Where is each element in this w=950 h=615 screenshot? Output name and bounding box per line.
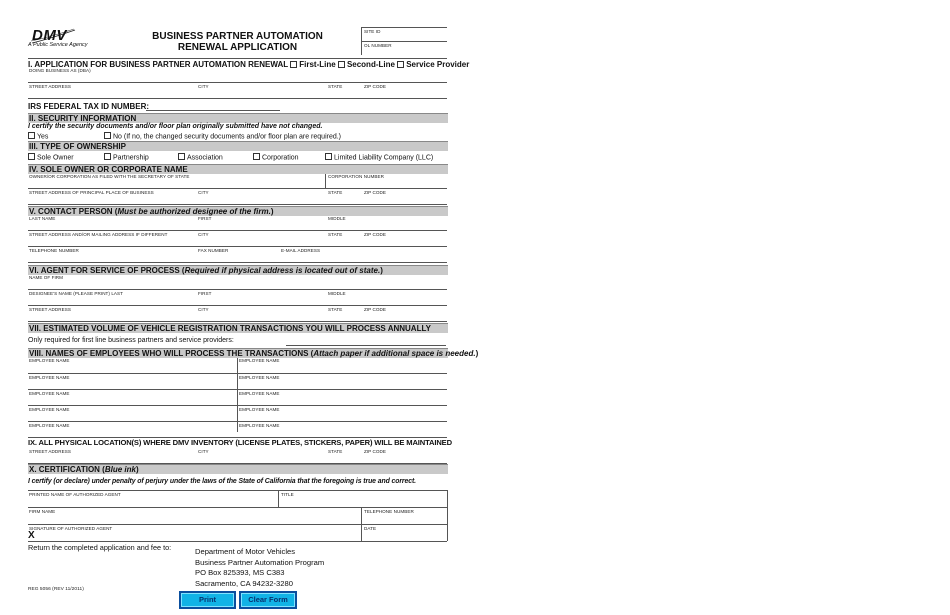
contact-middle-label: MIDDLE [328,216,346,221]
agent-firm-input[interactable] [28,280,447,288]
principal-address-input[interactable] [28,195,447,203]
business-address-input[interactable] [28,89,447,97]
employee-name-input[interactable] [28,428,236,437]
checkbox-box [290,61,297,68]
zip-label: ZIP CODE [364,84,387,89]
section-2-title: II. SECURITY INFORMATION [28,113,448,123]
employee-name-input[interactable] [238,428,447,437]
firm-name-label: FIRM NAME [29,509,56,514]
contact-last-label: LAST NAME [29,216,56,221]
inventory-address-input[interactable] [28,454,447,462]
section-4-title: IV. SOLE OWNER OR CORPORATE NAME [28,164,448,174]
contact-zip-label: ZIP CODE [364,232,387,237]
agency-tagline: A Public Service Agency [28,42,88,48]
ownership-corporation[interactable]: Corporation [253,153,299,162]
contact-state-label: STATE [328,232,343,237]
printed-name-label: PRINTED NAME OF AUTHORIZED AGENT [29,492,121,497]
designee-name-input[interactable] [28,296,447,304]
section-9-title: IX. ALL PHYSICAL LOCATION(S) WHERE DMV INVENTORY (LICENSE PLATES, STICKERS, PAPER) WILL BE MAINTAINED [28,438,452,447]
title-input[interactable] [280,497,446,506]
checkbox-box [104,132,111,139]
form-number: REG 5056 (REV 11/2011) [28,587,84,592]
inventory-street-label: STREET ADDRESS [29,449,71,454]
employee-name-input[interactable] [28,380,236,389]
signature-label: SIGNATURE OF AUTHORIZED AGENT [29,526,113,531]
employee-name-input[interactable] [238,380,447,389]
contact-phone-input[interactable] [28,253,447,261]
contact-address-input[interactable] [28,237,447,245]
first-line-checkbox[interactable]: First-Line [290,60,335,69]
ownership-partnership[interactable]: Partnership [104,153,149,162]
second-line-checkbox[interactable]: Second-Line [338,60,395,69]
site-id-label: SITE ID [364,29,381,34]
checkbox-box [104,153,111,160]
form-title-line2: RENEWAL APPLICATION [177,42,298,53]
checkbox-box [28,153,35,160]
designee-middle-label: MIDDLE [328,291,346,296]
dba-label: DOING BUSINESS AS (DBA) [29,68,91,73]
signature-x-mark: X [28,530,35,541]
print-button[interactable]: Print [179,591,236,609]
employee-name-input[interactable] [28,363,236,372]
employee-name-label: EMPLOYEE NAME [29,358,70,363]
contact-email-label: E-MAIL ADDRESS [281,248,321,253]
checkbox-box [325,153,332,160]
ol-number-label: OL NUMBER [364,43,392,48]
employee-name-label: EMPLOYEE NAME [239,358,280,363]
corporation-number-label: CORPORATION NUMBER [328,174,384,179]
employee-name-input[interactable] [28,396,236,405]
agent-address-input[interactable] [28,312,447,320]
contact-name-input[interactable] [28,221,447,229]
agent-street-label: STREET ADDRESS [29,307,71,312]
mailing-address [195,547,324,589]
employee-name-label: EMPLOYEE NAME [29,391,70,396]
contact-fax-label: FAX NUMBER [198,248,229,253]
inventory-city-label: CITY [198,449,209,454]
contact-first-label: FIRST [198,216,212,221]
clear-form-button[interactable]: Clear Form [239,591,297,609]
irs-tax-id-input[interactable] [146,102,280,111]
employee-name-label: EMPLOYEE NAME [239,423,280,428]
volume-note: Only required for first line business partners and service providers: [28,337,234,344]
corporation-number-input[interactable] [327,179,447,187]
principal-city-label: CITY [198,190,209,195]
ownership-association[interactable]: Association [178,153,223,162]
checkbox-box [397,61,404,68]
section-3-title: III. TYPE OF OWNERSHIP [28,141,448,151]
section-7-title: VII. ESTIMATED VOLUME OF VEHICLE REGISTRATION TRANSACTIONS YOU WILL PROCESS ANNUALLY [28,323,448,333]
address-line: PO Box 825393, MS C383 [195,568,285,577]
ownership-sole-owner[interactable]: Sole Owner [28,153,74,162]
checkbox-box [178,153,185,160]
inventory-zip-label: ZIP CODE [364,449,387,454]
telephone-label: TELEPHONE NUMBER [364,509,414,514]
security-yes-checkbox[interactable]: Yes [28,132,48,141]
section-6-title: VI. AGENT FOR SERVICE OF PROCESS (Required if physical address is located out of state.) [28,265,448,275]
employee-name-input[interactable] [238,363,447,372]
employee-name-input[interactable] [28,412,236,421]
address-line: Department of Motor Vehicles [195,547,296,556]
title-label: TITLE [281,492,294,497]
employee-name-label: EMPLOYEE NAME [239,391,280,396]
agent-city-label: CITY [198,307,209,312]
contact-street-label: STREET ADDRESS AND/OR MAILING ADDRESS IF DIFFERENT [29,232,168,237]
checkbox-box [338,61,345,68]
checkbox-box [253,153,260,160]
street-label: STREET ADDRESS [29,84,71,89]
employee-name-label: EMPLOYEE NAME [29,375,70,380]
section-8-title: VIII. NAMES OF EMPLOYEES WHO WILL PROCESS THE TRANSACTIONS (Attach paper if additional space is needed.) [29,349,479,358]
ownership-llc[interactable]: Limited Liability Company (LLC) [325,153,433,162]
contact-phone-label: TELEPHONE NUMBER [29,248,79,253]
principal-street-label: STREET ADDRESS OF PRINCIPAL PLACE OF BUSINESS [29,190,154,195]
address-line: Sacramento, CA 94232-3280 [195,578,293,588]
date-label: DATE [364,526,377,531]
contact-city-label: CITY [198,232,209,237]
employee-name-label: EMPLOYEE NAME [29,407,70,412]
employee-name-input[interactable] [238,396,447,405]
dmv-logo-text: DMV [32,27,67,44]
telephone-input[interactable] [363,514,446,523]
city-label: CITY [198,84,209,89]
agent-zip-label: ZIP CODE [364,307,387,312]
employee-name-label: EMPLOYEE NAME [239,407,280,412]
volume-input[interactable] [286,337,446,346]
designee-first-label: FIRST [198,291,212,296]
security-statement: I certify the security documents and/or floor plan originally submitted have not changed. [28,123,323,130]
return-instructions: Return the completed application and fee to: [28,543,172,552]
ol-number-input[interactable] [362,48,446,55]
section-10-title: X. CERTIFICATION (Blue ink) [28,464,448,474]
dba-input[interactable] [28,73,447,81]
section-5-title: V. CONTACT PERSON (Must be authorized designee of the firm.) [28,206,448,216]
form-title-line1: BUSINESS PARTNER AUTOMATION [152,31,323,42]
owner-name-label: OWNER/OR CORPORATION AS FILED WITH THE SECRETARY OF STATE [29,174,190,179]
site-id-input[interactable] [362,34,446,41]
firm-name-input[interactable] [28,514,359,523]
employee-name-label: EMPLOYEE NAME [29,423,70,428]
agent-firm-label: NAME OF FIRM [29,275,64,280]
security-no-checkbox[interactable]: No (If no, the changed security documents and/or floor plan are required.) [104,132,341,141]
section-1-title: I. APPLICATION FOR BUSINESS PARTNER AUTOMATION RENEWAL First-Line Second-Line Service Provider [28,60,470,69]
certification-statement: I certify (or declare) under penalty of perjury under the laws of the State of California that the foregoing is true and correct. [28,478,416,485]
signature-input[interactable] [40,531,359,540]
agent-state-label: STATE [328,307,343,312]
designee-name-label: DESIGNEE'S NAME (PLEASE PRINT) LAST [29,291,124,296]
employee-name-input[interactable] [238,412,447,421]
state-label: STATE [328,84,343,89]
address-line: Business Partner Automation Program [195,557,325,567]
service-provider-checkbox[interactable]: Service Provider [397,60,469,69]
employee-name-label: EMPLOYEE NAME [239,375,280,380]
principal-state-label: STATE [328,190,343,195]
owner-name-input[interactable] [28,179,324,187]
date-input[interactable] [363,531,446,540]
principal-zip-label: ZIP CODE [364,190,387,195]
irs-tax-id-label: IRS FEDERAL TAX ID NUMBER: [28,102,150,111]
inventory-state-label: STATE [328,449,343,454]
printed-name-input[interactable] [28,497,276,506]
checkbox-box [28,132,35,139]
